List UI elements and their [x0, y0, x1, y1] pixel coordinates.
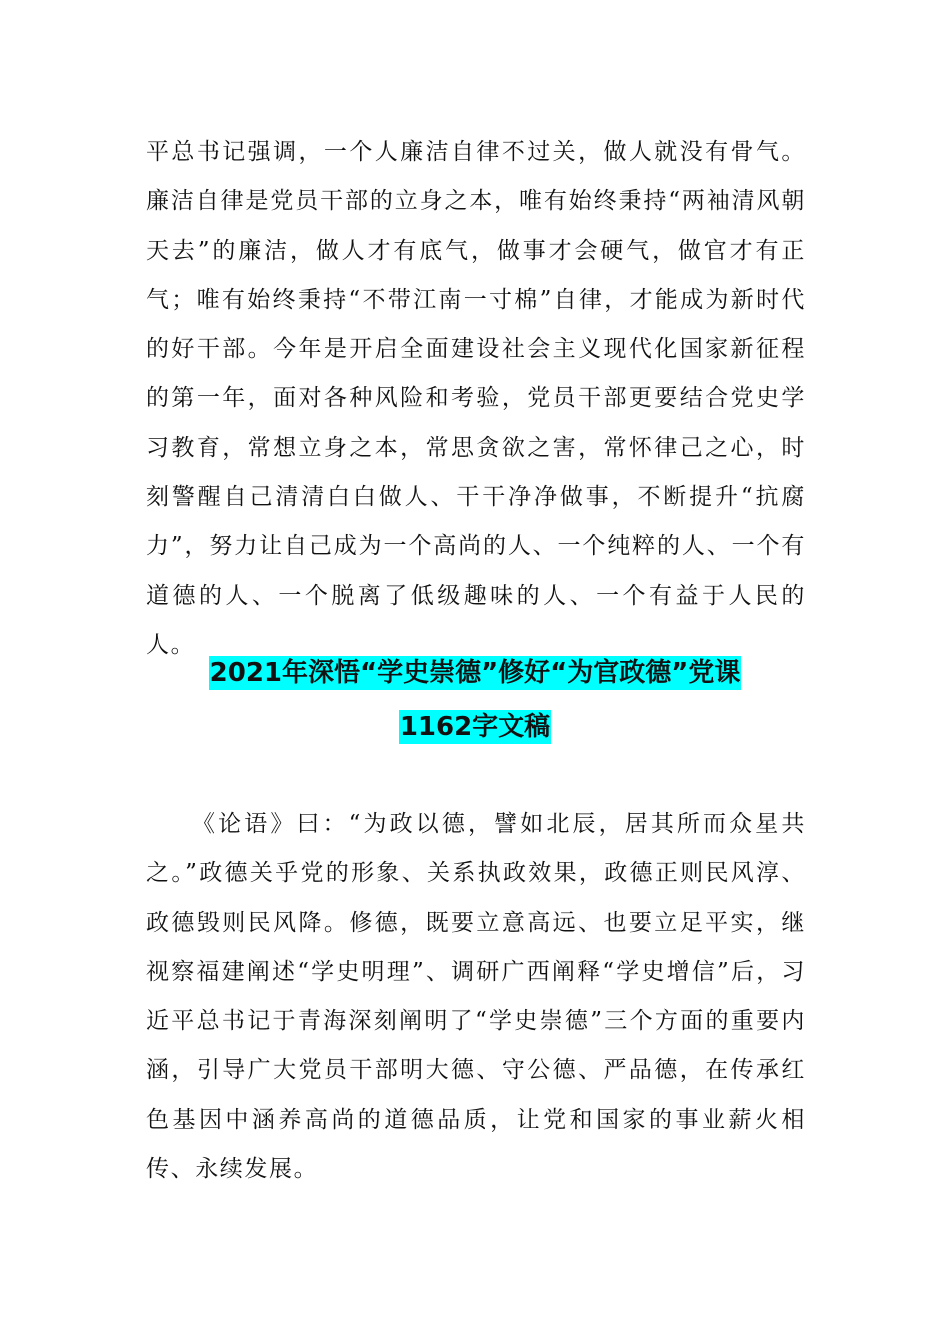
section-heading-line-1 — [0, 648, 950, 698]
section-heading-line-2 — [0, 702, 950, 752]
body-paragraph-1: 平总书记强调，一个人廉洁自律不过关，做人就没有骨气。廉洁自律是党员干部的立身之本，唯有始终秉持“两袖清风朝天去”的廉洁，做人才有底气，做事才会硬气，做官才有正气；唯有始终秉持“不带江南一寸棉”自律，才能成为新时代的好干部。今年是开启全面建设社会主义现代化国家新征程的第一年，面对各种风险和考验，党员干部更要结合党史学习教育，常想立身之本，常思贪欲之害，常怀律己之心，时刻警醒自己清清白白做人、干干净净做事，不断提升“抗腐力”，努力让自己成为一个高尚的人、一个纯粹的人、一个有道德的人、一个脱离了低级趣味的人、一个有益于人民的人。 — [146, 139, 806, 658]
body-paragraph-2: 《论语》曰：“为政以德，譬如北辰，居其所而众星共之。”政德关乎党的形象、关系执政效果，政德正则民风淳、政德毁则民风降。修德，既要立意高远、也要立足平实，继视察福建阐述“学史明理”、调研广西阐释“学史增信”后，习近平总书记于青海深刻阐明了“学史崇德”三个方面的重要内涵，引导广大党员干部明大德、守公德、严品德，在传承红色基因中涵养高尚的道德品质，让党和国家的事业薪火相传、永续发展。 — [146, 811, 806, 1183]
highlighted-heading-text-2: 1162字文稿 — [399, 712, 551, 742]
highlighted-heading-text-1: 2021年深悟“学史崇德”修好“为官政德”党课 — [209, 658, 741, 688]
